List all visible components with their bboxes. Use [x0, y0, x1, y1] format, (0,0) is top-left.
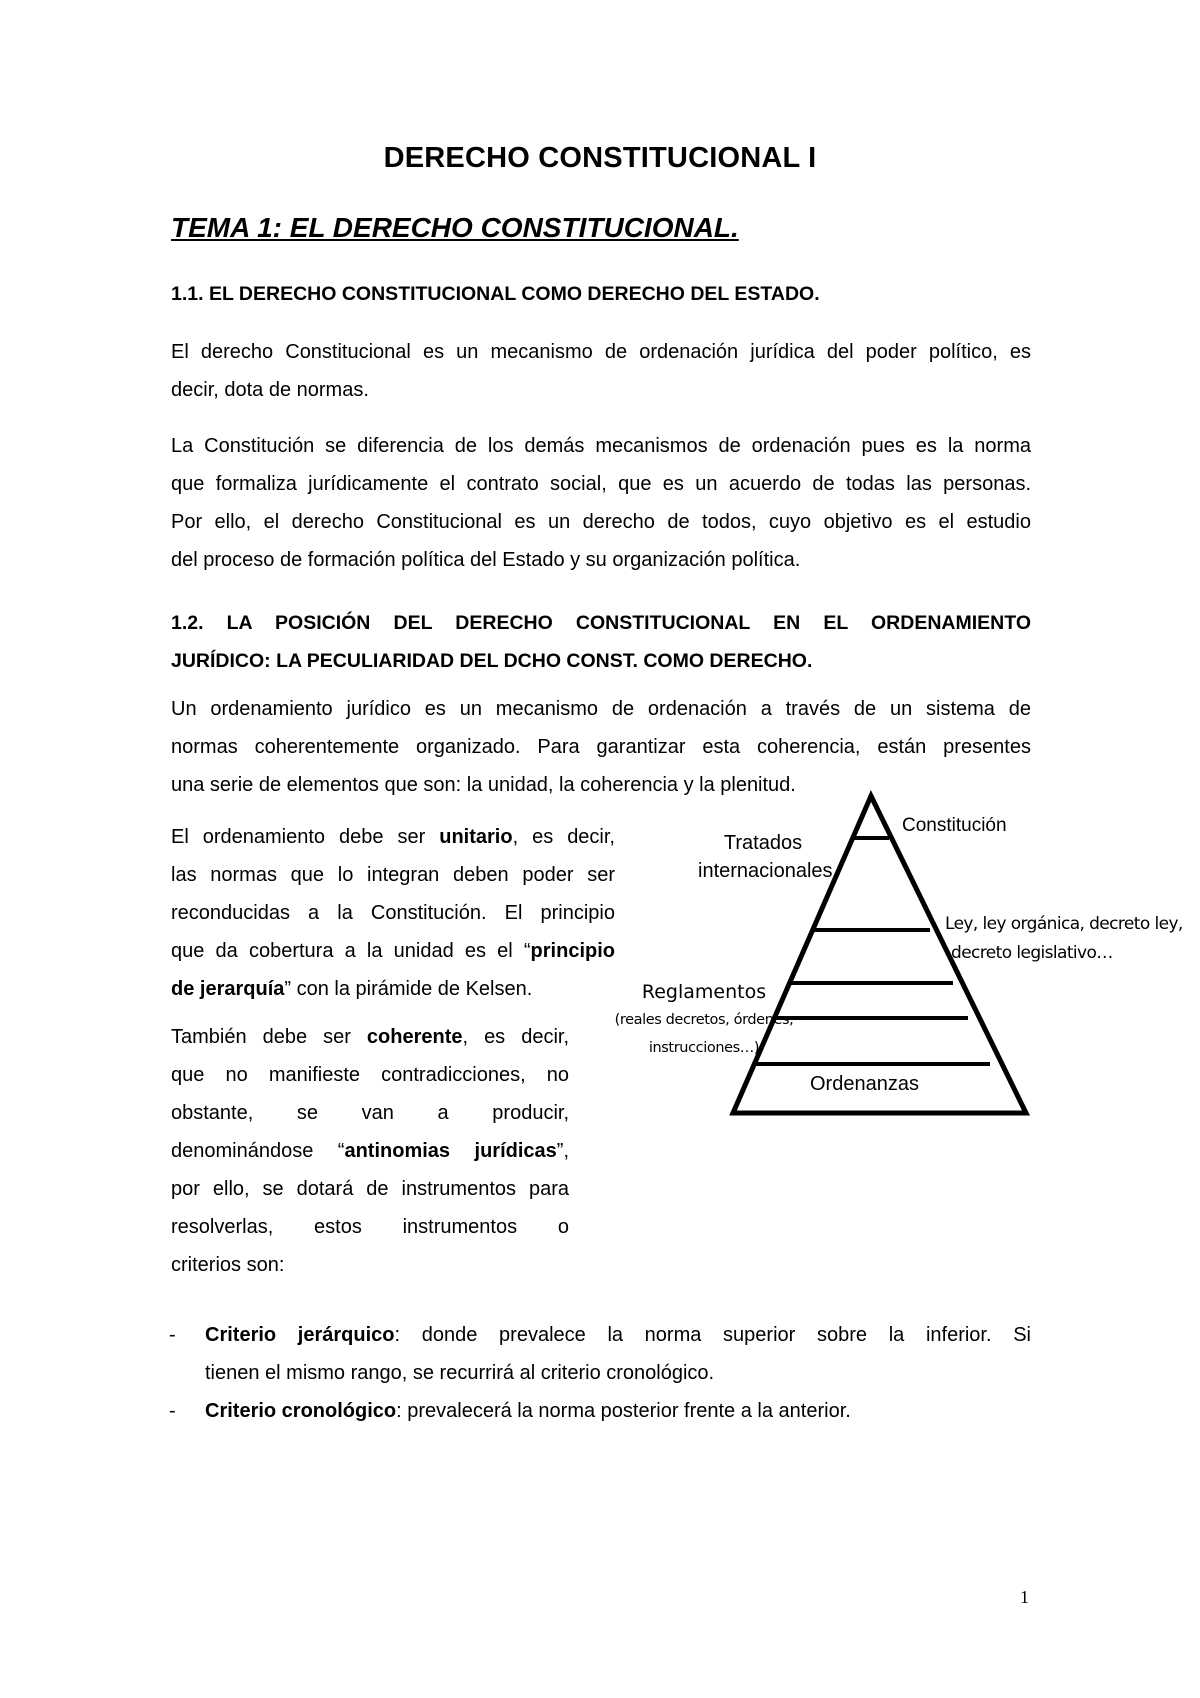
bold-term: coherente	[366, 1026, 463, 1048]
label-reglamentos-sub: instrucciones…)	[648, 1040, 760, 1056]
label-reglamentos-sub: (reales decretos, órdenes,	[614, 1012, 794, 1028]
paragraph-line	[171, 1018, 569, 1056]
paragraph-unidad	[171, 818, 615, 1008]
section-1-2-heading-line: JURÍDICO: LA PECULIARIDAD DEL DCHO CONST. COMO DERECHO.	[171, 650, 813, 672]
list-item-criterio-cronologico	[169, 1392, 1031, 1430]
label-tratados-line: internacionales	[698, 860, 833, 882]
bold-term: Criterio jerárquico	[205, 1324, 395, 1346]
document-title: DERECHO CONSTITUCIONAL I	[383, 142, 817, 174]
tema-heading: TEMA 1: EL DERECHO CONSTITUCIONAL.	[171, 212, 739, 243]
label-ordenanzas: Ordenanzas	[810, 1073, 919, 1095]
list-item-line	[205, 1316, 1031, 1354]
label-reglamentos	[604, 978, 804, 1062]
bold-term: antinomias jurídicas	[344, 1140, 557, 1162]
paragraph-1	[171, 333, 1031, 409]
kelsen-pyramid-diagram	[614, 790, 1190, 1120]
text: denominándose “	[171, 1140, 345, 1162]
bold-term: Criterio cronológico	[205, 1400, 397, 1422]
list-dash: -	[169, 1400, 176, 1422]
paragraph-line: obstante, se van a producir,	[171, 1102, 569, 1124]
paragraph-coherencia	[171, 1018, 569, 1284]
list-item-criterio-jerarquico	[169, 1316, 1031, 1392]
section-1-2-heading-line: 1.2. LA POSICIÓN DEL DERECHO CONSTITUCIONAL EN EL ORDENAMIENTO	[171, 612, 1031, 634]
bold-term: principio	[530, 940, 615, 962]
paragraph-line: por ello, se dotará de instrumentos para	[171, 1178, 569, 1200]
paragraph-line: criterios son:	[171, 1254, 285, 1276]
text: También debe ser	[171, 1026, 367, 1048]
paragraph-line: normas coherentemente organizado. Para garantizar esta coherencia, están presentes	[171, 736, 1031, 758]
label-ley-line: Ley, ley orgánica, decreto ley,	[945, 914, 1183, 934]
section-1-1-heading: 1.1. EL DERECHO CONSTITUCIONAL COMO DERECHO DEL ESTADO.	[171, 283, 820, 305]
paragraph-line: las normas que lo integran deben poder ser	[171, 864, 615, 886]
paragraph-line: Un ordenamiento jurídico es un mecanismo de ordenación a través de un sistema de	[171, 698, 1031, 720]
label-tratados-line: Tratados	[723, 832, 803, 854]
text: ” con la pirámide de Kelsen.	[284, 978, 533, 1000]
paragraph-line	[171, 970, 615, 1008]
list-item-line	[205, 1392, 1031, 1430]
text: : donde prevalece la norma superior sobre la inferior. Si	[394, 1324, 1031, 1346]
section-1-2-heading	[171, 604, 1031, 680]
paragraph-line: que formaliza jurídicamente el contrato social, que es un acuerdo de todas las personas.	[171, 473, 1031, 495]
paragraph-line: Por ello, el derecho Constitucional es un derecho de todos, cuyo objetivo es el estudio	[171, 511, 1031, 533]
paragraph-2	[171, 427, 1031, 579]
page-number: 1	[1020, 1587, 1029, 1607]
label-reglamentos-title: Reglamentos	[641, 981, 767, 1003]
bold-term: unitario	[439, 826, 513, 848]
paragraph-line	[171, 818, 615, 856]
bold-term: de jerarquía	[171, 978, 285, 1000]
list-dash: -	[169, 1324, 176, 1346]
paragraph-line: del proceso de formación política del Estado y su organización política.	[171, 549, 801, 571]
paragraph-line: resolverlas, estos instrumentos o	[171, 1216, 569, 1238]
label-tratados	[698, 829, 833, 885]
text: , es decir,	[512, 826, 615, 848]
paragraph-line: una serie de elementos que son: la unidad, la coherencia y la plenitud.	[171, 774, 796, 796]
text: , es decir,	[462, 1026, 569, 1048]
label-constitucion: Constitución	[902, 815, 1007, 836]
paragraph-line: La Constitución se diferencia de los demás mecanismos de ordenación pues es la norma	[171, 435, 1031, 457]
paragraph-line: que no manifieste contradicciones, no	[171, 1064, 569, 1086]
paragraph-line	[171, 932, 615, 970]
label-ley-line: decreto legislativo…	[951, 943, 1113, 963]
label-ley	[945, 910, 1183, 968]
paragraph-line: decir, dota de normas.	[171, 379, 369, 401]
paragraph-3	[171, 690, 1031, 804]
paragraph-line	[171, 1132, 569, 1170]
text: ”,	[556, 1140, 569, 1162]
paragraph-line: El derecho Constitucional es un mecanismo de ordenación jurídica del poder político, es	[171, 341, 1031, 363]
text: que da cobertura a la unidad es el “	[171, 940, 531, 962]
paragraph-line: reconducidas a la Constitución. El principio	[171, 902, 615, 924]
list-item-line: tienen el mismo rango, se recurrirá al criterio cronológico.	[205, 1362, 715, 1384]
text: El ordenamiento debe ser	[171, 826, 440, 848]
text: : prevalecerá la norma posterior frente a la anterior.	[396, 1400, 851, 1422]
